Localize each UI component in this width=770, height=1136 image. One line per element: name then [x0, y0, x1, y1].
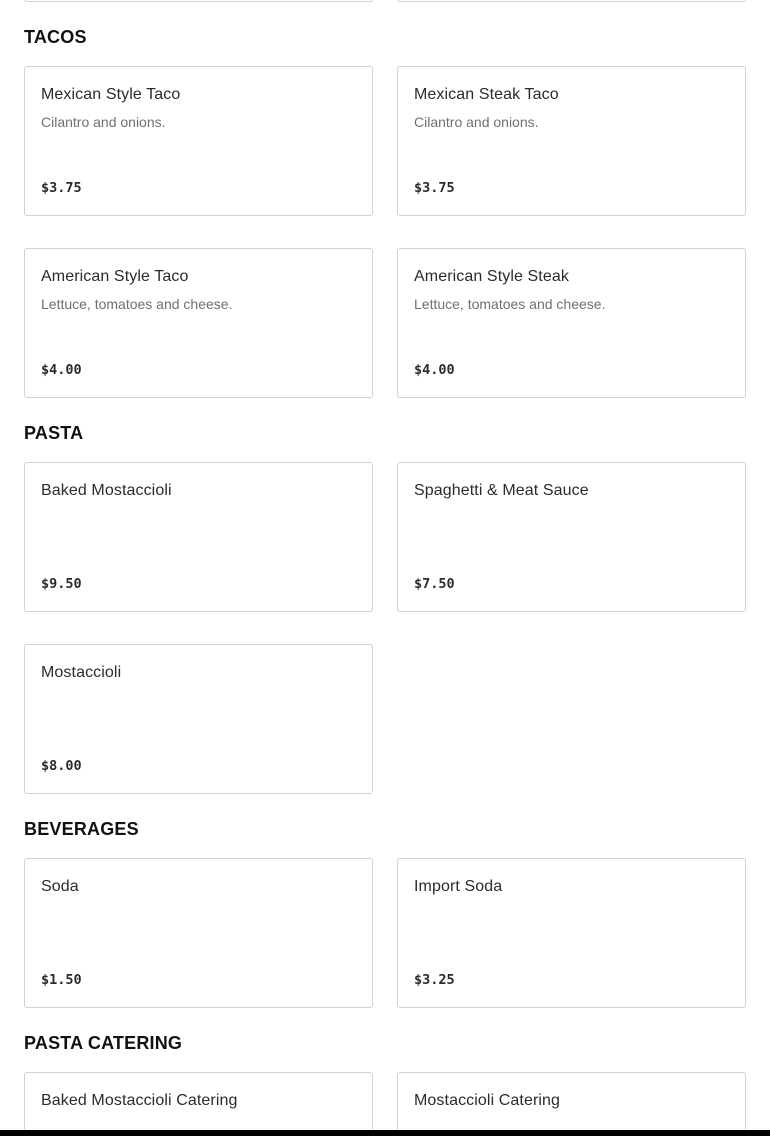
menu-item-name: Import Soda [414, 878, 503, 895]
menu-item-price: $3.75 [414, 180, 455, 196]
menu-item-card[interactable] [397, 462, 746, 612]
menu-item-name: Spaghetti & Meat Sauce [414, 482, 589, 499]
menu-item-name: American Style Taco [41, 268, 189, 285]
menu-item-name: Soda [41, 878, 79, 895]
menu-item-price: $4.00 [41, 362, 82, 378]
menu-item-card[interactable] [24, 858, 373, 1008]
menu-item-description: Lettuce, tomatoes and cheese. [414, 296, 606, 312]
menu-item-card[interactable] [24, 644, 373, 794]
menu-item-card[interactable] [397, 66, 746, 216]
menu-item-description: Lettuce, tomatoes and cheese. [41, 296, 233, 312]
menu-item-price: $3.75 [41, 180, 82, 196]
menu-item-price: $4.00 [414, 362, 455, 378]
menu-item-price: $1.50 [41, 972, 82, 988]
menu-item-price: $9.50 [41, 576, 82, 592]
menu-item-card[interactable] [24, 248, 373, 398]
menu-item-name: Mexican Style Taco [41, 86, 181, 103]
menu-item-name: Mostaccioli [41, 664, 122, 681]
menu-item-name: Baked Mostaccioli [41, 482, 172, 499]
previous-menu-item-card[interactable] [397, 0, 746, 2]
menu-item-card[interactable] [397, 248, 746, 398]
section-title-pasta: PASTA [24, 423, 84, 443]
menu-item-name: Mostaccioli Catering [414, 1092, 561, 1109]
menu-item-name: Mexican Steak Taco [414, 86, 559, 103]
section-title-beverages: BEVERAGES [24, 819, 139, 839]
section-title-pasta-catering: PASTA CATERING [24, 1033, 183, 1053]
menu-item-description: Cilantro and onions. [414, 114, 539, 130]
section-title-tacos: TACOS [24, 27, 87, 47]
menu-item-card[interactable] [24, 462, 373, 612]
menu-item-price: $8.00 [41, 758, 82, 774]
menu-item-name: American Style Steak [414, 268, 569, 285]
menu-item-card[interactable] [24, 66, 373, 216]
bottom-bar [0, 1130, 770, 1136]
menu-item-card[interactable] [397, 1072, 746, 1136]
menu-item-card[interactable] [397, 858, 746, 1008]
menu-item-name: Baked Mostaccioli Catering [41, 1092, 238, 1109]
previous-menu-item-card[interactable] [24, 0, 373, 2]
menu-item-card[interactable] [24, 1072, 373, 1136]
menu-item-price: $3.25 [414, 972, 455, 988]
menu-item-price: $7.50 [414, 576, 455, 592]
menu-item-description: Cilantro and onions. [41, 114, 166, 130]
